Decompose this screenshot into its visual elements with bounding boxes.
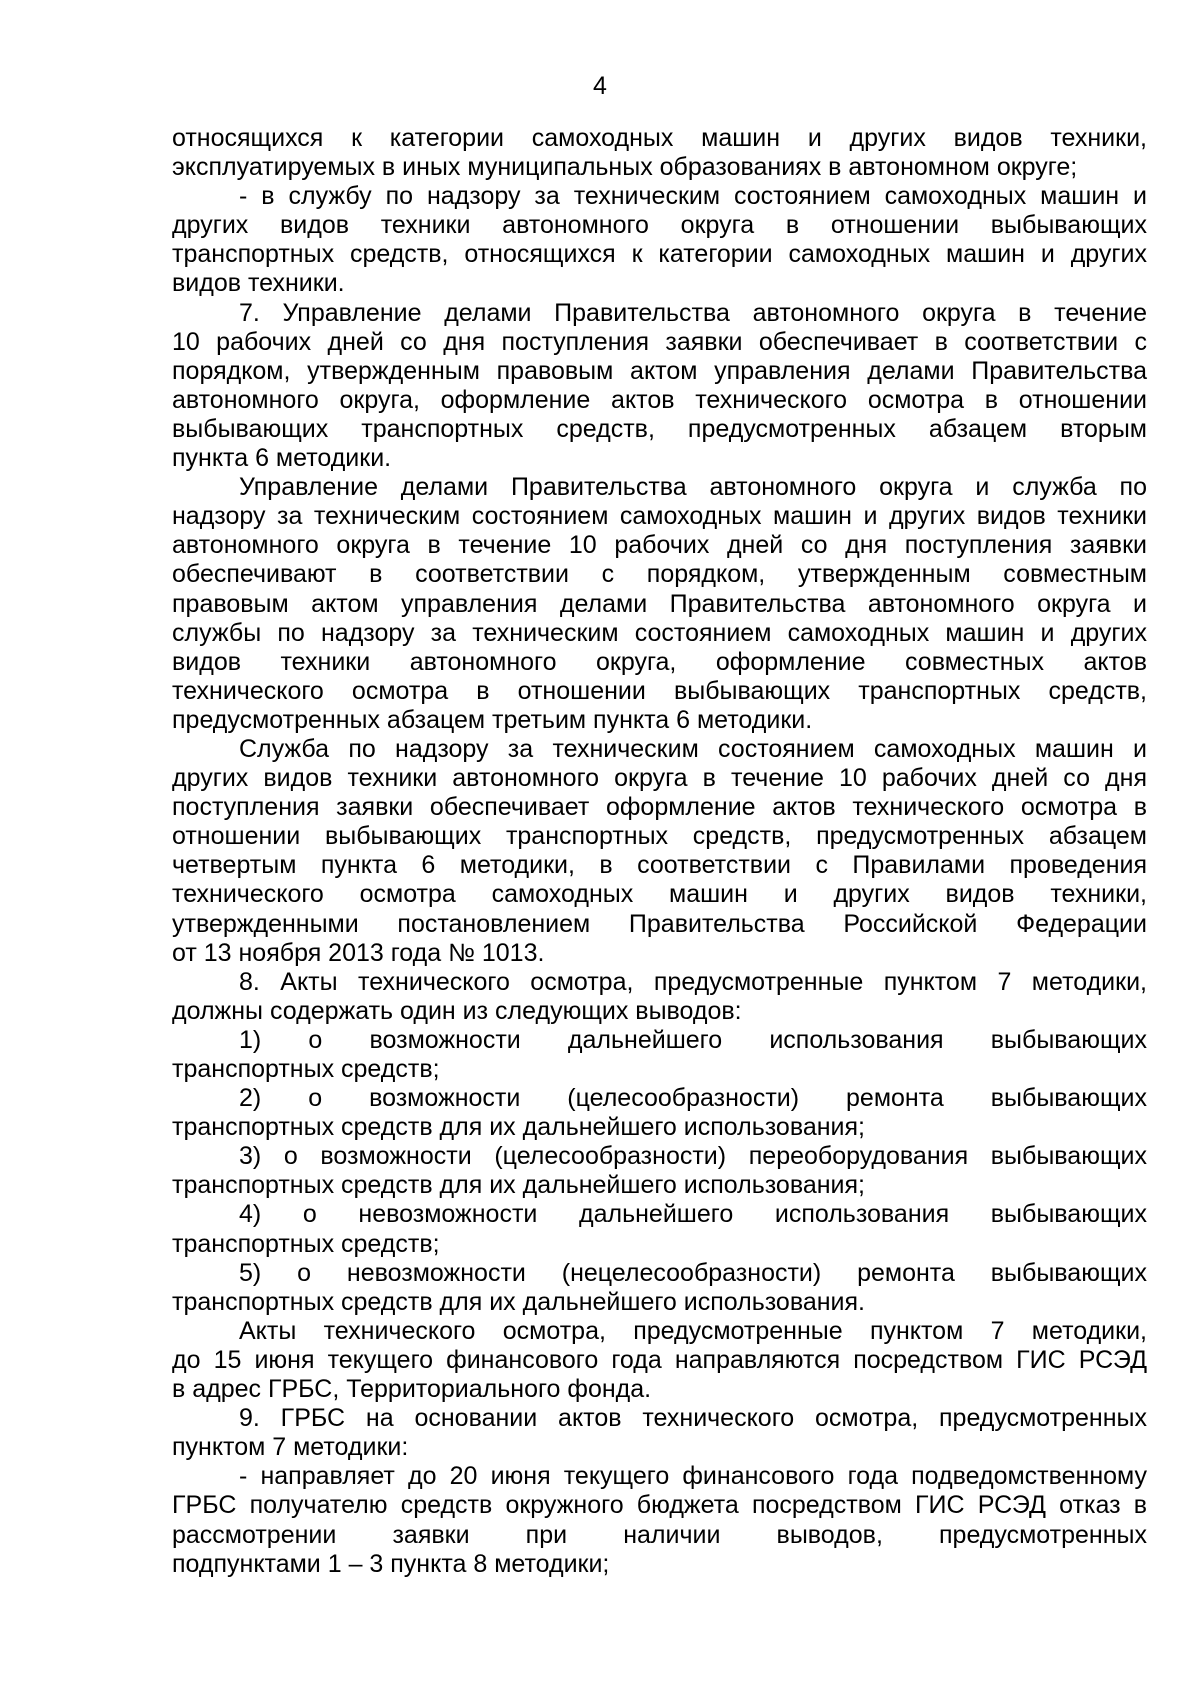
paragraph [172, 299, 1147, 474]
text-line: транспортных средств; [172, 1229, 440, 1258]
text-line: 1) о возможности дальнейшего использования выбывающих [239, 1025, 1147, 1054]
text-line: автономного округа в течение 10 рабочих дней со дня поступления заявки [172, 531, 1147, 560]
text-line: отношении выбывающих транспортных средств, предусмотренных абзацем [172, 822, 1147, 851]
text-line: службы по надзору за техническим состоянием самоходных машин и других [172, 618, 1147, 647]
text-line: относящихся к категории самоходных машин и других видов техники, [172, 124, 1147, 152]
text-line: поступления заявки обеспечивает оформление актов технического осмотра в [172, 793, 1147, 822]
paragraph [172, 735, 1147, 968]
text-line: 4) о невозможности дальнейшего использования выбывающих [239, 1200, 1147, 1229]
paragraph [172, 1404, 1147, 1462]
text-line: 3) о возможности (целесообразности) переоборудования выбывающих [239, 1142, 1147, 1171]
text-line: порядком, утвержденным правовым актом управления делами Правительства [172, 356, 1147, 385]
text-line: ГРБС получателю средств окружного бюджета посредством ГИС РСЭД отказ в [172, 1491, 1147, 1520]
paragraph [172, 124, 1147, 182]
text-line: транспортных средств для их дальнейшего использования; [172, 1113, 865, 1142]
text-line: транспортных средств, относящихся к категории самоходных машин и других [172, 240, 1147, 269]
text-line: 9. ГРБС на основании актов технического осмотра, предусмотренных [239, 1404, 1147, 1433]
text-line: пункта 6 методики. [172, 444, 392, 473]
text-line: пунктом 7 методики: [172, 1433, 409, 1462]
text-line: Управление делами Правительства автономного округа и служба по [239, 473, 1147, 502]
text-line: рассмотрении заявки при наличии выводов, предусмотренных [172, 1520, 1147, 1549]
text-line: технического осмотра самоходных машин и других видов техники, [172, 880, 1147, 909]
text-line: видов техники. [172, 269, 345, 298]
paragraph [172, 1259, 1147, 1317]
text-line: 7. Управление делами Правительства автономного округа в течение [239, 298, 1147, 327]
paragraph [172, 1084, 1147, 1142]
text-line: Акты технического осмотра, предусмотренные пунктом 7 методики, [239, 1316, 1147, 1345]
text-line: выбывающих транспортных средств, предусмотренных абзацем вторым [172, 414, 1147, 443]
text-line: автономного округа, оформление актов технического осмотра в отношении [172, 385, 1147, 414]
text-line: утвержденными постановлением Правительства Российской Федерации [172, 909, 1147, 938]
document-body [172, 124, 1147, 1579]
paragraph [172, 1026, 1147, 1084]
text-line: технического осмотра в отношении выбывающих транспортных средств, [172, 676, 1147, 705]
text-line: Служба по надзору за техническим состоянием самоходных машин и [239, 734, 1147, 763]
paragraph [172, 1142, 1147, 1200]
paragraph [172, 473, 1147, 735]
text-line: - направляет до 20 июня текущего финансового года подведомственному [239, 1462, 1147, 1491]
page-number: 4 [593, 72, 607, 100]
text-line: других видов техники автономного округа в течение 10 рабочих дней со дня [172, 764, 1147, 793]
text-line: других видов техники автономного округа в отношении выбывающих [172, 211, 1147, 240]
text-line: четвертым пункта 6 методики, в соответствии с Правилами проведения [172, 851, 1147, 880]
text-line: 2) о возможности (целесообразности) ремонта выбывающих [239, 1084, 1147, 1113]
text-line: надзору за техническим состоянием самоходных машин и других видов техники [172, 502, 1147, 531]
text-line: в адрес ГРБС, Территориального фонда. [172, 1375, 652, 1404]
text-line: 5) о невозможности (нецелесообразности) ремонта выбывающих [239, 1258, 1147, 1287]
text-line: обеспечивают в соответствии с порядком, утвержденным совместным [172, 560, 1147, 589]
paragraph [172, 182, 1147, 298]
text-line: правовым актом управления делами Правительства автономного округа и [172, 589, 1147, 618]
text-line: 8. Акты технического осмотра, предусмотренные пунктом 7 методики, [239, 967, 1147, 996]
text-line: от 13 ноября 2013 года № 1013. [172, 938, 545, 967]
paragraph [172, 1317, 1147, 1404]
paragraph [172, 1200, 1147, 1258]
text-line: транспортных средств для их дальнейшего использования; [172, 1171, 865, 1200]
text-line: транспортных средств для их дальнейшего использования. [172, 1287, 865, 1316]
text-line: должны содержать один из следующих выводов: [172, 996, 742, 1025]
text-line: транспортных средств; [172, 1055, 440, 1083]
text-line: видов техники автономного округа, оформление совместных актов [172, 647, 1147, 676]
text-line: подпунктами 1 – 3 пункта 8 методики; [172, 1549, 610, 1578]
text-line: эксплуатируемых в иных муниципальных образованиях в автономном округе; [172, 153, 1078, 182]
text-line: до 15 июня текущего финансового года направляются посредством ГИС РСЭД [172, 1345, 1147, 1374]
paragraph [172, 1462, 1147, 1578]
text-line: 10 рабочих дней со дня поступления заявки обеспечивает в соответствии с [172, 327, 1147, 356]
text-line: - в службу по надзору за техническим состоянием самоходных машин и [239, 182, 1147, 211]
paragraph [172, 968, 1147, 1026]
text-line: предусмотренных абзацем третьим пункта 6 методики. [172, 705, 813, 734]
